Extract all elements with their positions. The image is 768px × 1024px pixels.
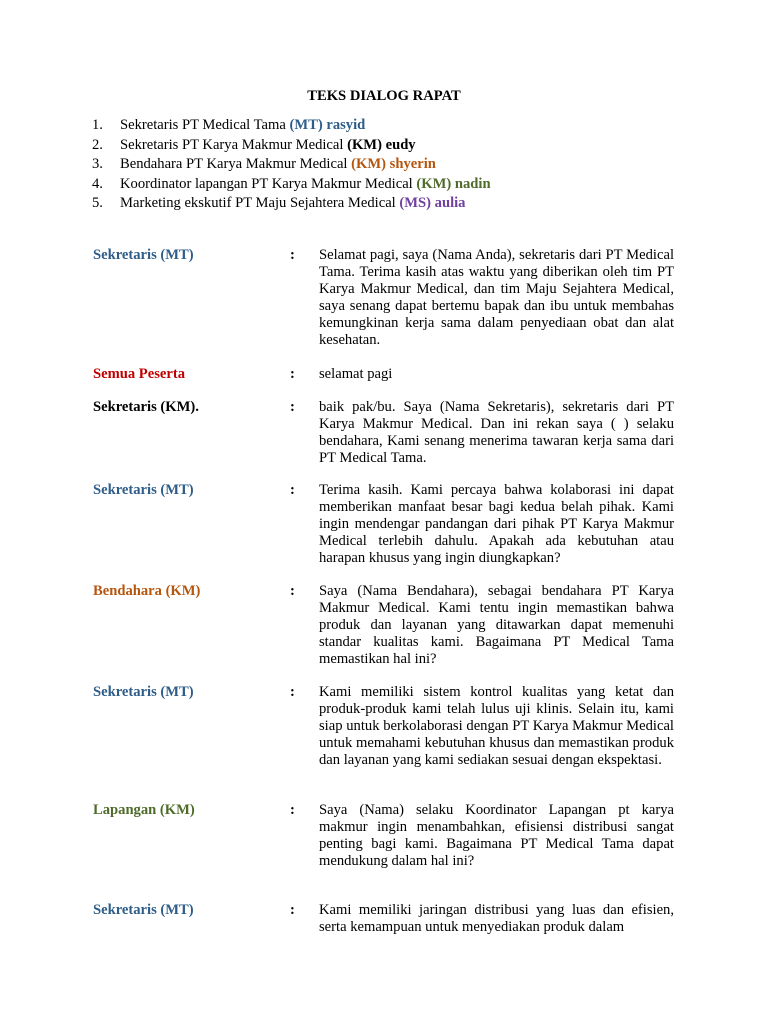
colon-separator: : xyxy=(290,684,295,700)
dialog-text: Selamat pagi, saya (Nama Anda), sekretaris dari PT Medical Tama. Terima kasih atas waktu yang diberikan oleh tim PT Karya Makmur Medical, dan tim Maju Sejahtera Medical, saya senang dapat bertemu bapak dan ibu untuk membahas kemungkinan kerja sama dalam penyediaan obat dan alat kesehatan. xyxy=(319,247,674,348)
participant-name: aulia xyxy=(431,195,466,211)
participant-item xyxy=(92,155,491,175)
dialog-text: selamat pagi xyxy=(319,366,393,382)
dialog-text: Kami memiliki jaringan distribusi yang luas dan efisien, serta kemampuan untuk menyediakan produk dalam xyxy=(319,902,674,935)
participant-role: Bendahara PT Karya Makmur Medical xyxy=(120,156,352,172)
company-code: (KM) xyxy=(351,156,386,172)
colon-separator: : xyxy=(290,802,295,818)
participant-name: eudy xyxy=(381,136,416,153)
participant-role: Koordinator lapangan PT Karya Makmur Medical xyxy=(120,175,417,192)
dialog-text: Saya (Nama) selaku Koordinator Lapangan pt karya makmur ingin menambahkan, efisiensi distribusi sangat penting bagi kami. Bagaimana PT Medical Tama dapat mendukung dalam hal ini? xyxy=(319,802,674,869)
speaker-label: Sekretaris (KM). xyxy=(93,399,199,415)
company-code: (MS) xyxy=(399,195,432,211)
speaker-label: Sekretaris (MT) xyxy=(93,482,194,498)
participant-name: shyerin xyxy=(386,156,436,172)
participant-item xyxy=(92,116,491,136)
colon-separator: : xyxy=(290,247,295,263)
participant-item xyxy=(92,175,491,195)
dialog-text: Terima kasih. Kami percaya bahwa kolaborasi ini dapat memberikan manfaat besar bagi kedua belah pihak. Kami ingin mendengar pandangan dari pihak PT Karya Makmur Medical terlebih dahulu. Apakah ada kebutuhan atau harapan khusus yang ingin diungkapkan? xyxy=(319,482,674,566)
participant-list xyxy=(92,116,491,214)
speaker-label: Sekretaris (MT) xyxy=(93,902,194,918)
company-code: (KM) xyxy=(347,136,382,153)
dialog-text: Kami memiliki sistem kontrol kualitas yang ketat dan produk-produk kami telah lulus uji klinis. Selain itu, kami siap untuk berkolaborasi dengan PT Karya Makmur Medical untuk memahami kebutuhan khusus dan memastikan produk dan layanan yang kami sediakan sesuai dengan ekspektasi. xyxy=(319,684,674,768)
colon-separator: : xyxy=(290,902,295,918)
document-title: TEKS DIALOG RAPAT xyxy=(307,88,461,104)
participant-role: Marketing ekskutif PT Maju Sejahtera Medical xyxy=(120,195,400,211)
colon-separator: : xyxy=(290,482,295,498)
participant-role: Sekretaris PT Medical Tama xyxy=(120,117,290,133)
colon-separator: : xyxy=(290,583,295,599)
participant-name: nadin xyxy=(451,175,491,192)
list-number: 1. xyxy=(92,117,103,133)
participant-item xyxy=(92,136,491,156)
list-number: 4. xyxy=(92,175,103,192)
participant-role: Sekretaris PT Karya Makmur Medical xyxy=(120,136,348,153)
speaker-label: Sekretaris (MT) xyxy=(93,684,194,700)
list-number: 5. xyxy=(92,195,103,211)
list-number: 3. xyxy=(92,156,103,172)
participant-name: rasyid xyxy=(322,117,366,133)
speaker-label: Sekretaris (MT) xyxy=(93,247,194,263)
colon-separator: : xyxy=(290,399,295,415)
dialog-text: Saya (Nama Bendahara), sebagai bendahara PT Karya Makmur Medical. Kami tentu ingin memastikan bahwa produk dan layanan yang ditawarkan dapat memenuhi standar kualitas kami. Bagaimana PT Medical Tama memastikan hal ini? xyxy=(319,583,674,667)
participant-item xyxy=(92,194,491,214)
speaker-label: Bendahara (KM) xyxy=(93,583,201,599)
company-code: (KM) xyxy=(416,175,452,192)
colon-separator: : xyxy=(290,366,295,382)
speaker-label: Lapangan (KM) xyxy=(93,802,195,818)
list-number: 2. xyxy=(92,136,103,153)
speaker-label: Semua Peserta xyxy=(93,366,185,382)
dialog-text: baik pak/bu. Saya (Nama Sekretaris), sekretaris dari PT Karya Makmur Medical. Dan ini rekan saya ( ) selaku bendahara, Kami senang menerima tawaran kerja sama dari PT Medical Tama. xyxy=(319,399,674,466)
company-code: (MT) xyxy=(289,117,323,133)
